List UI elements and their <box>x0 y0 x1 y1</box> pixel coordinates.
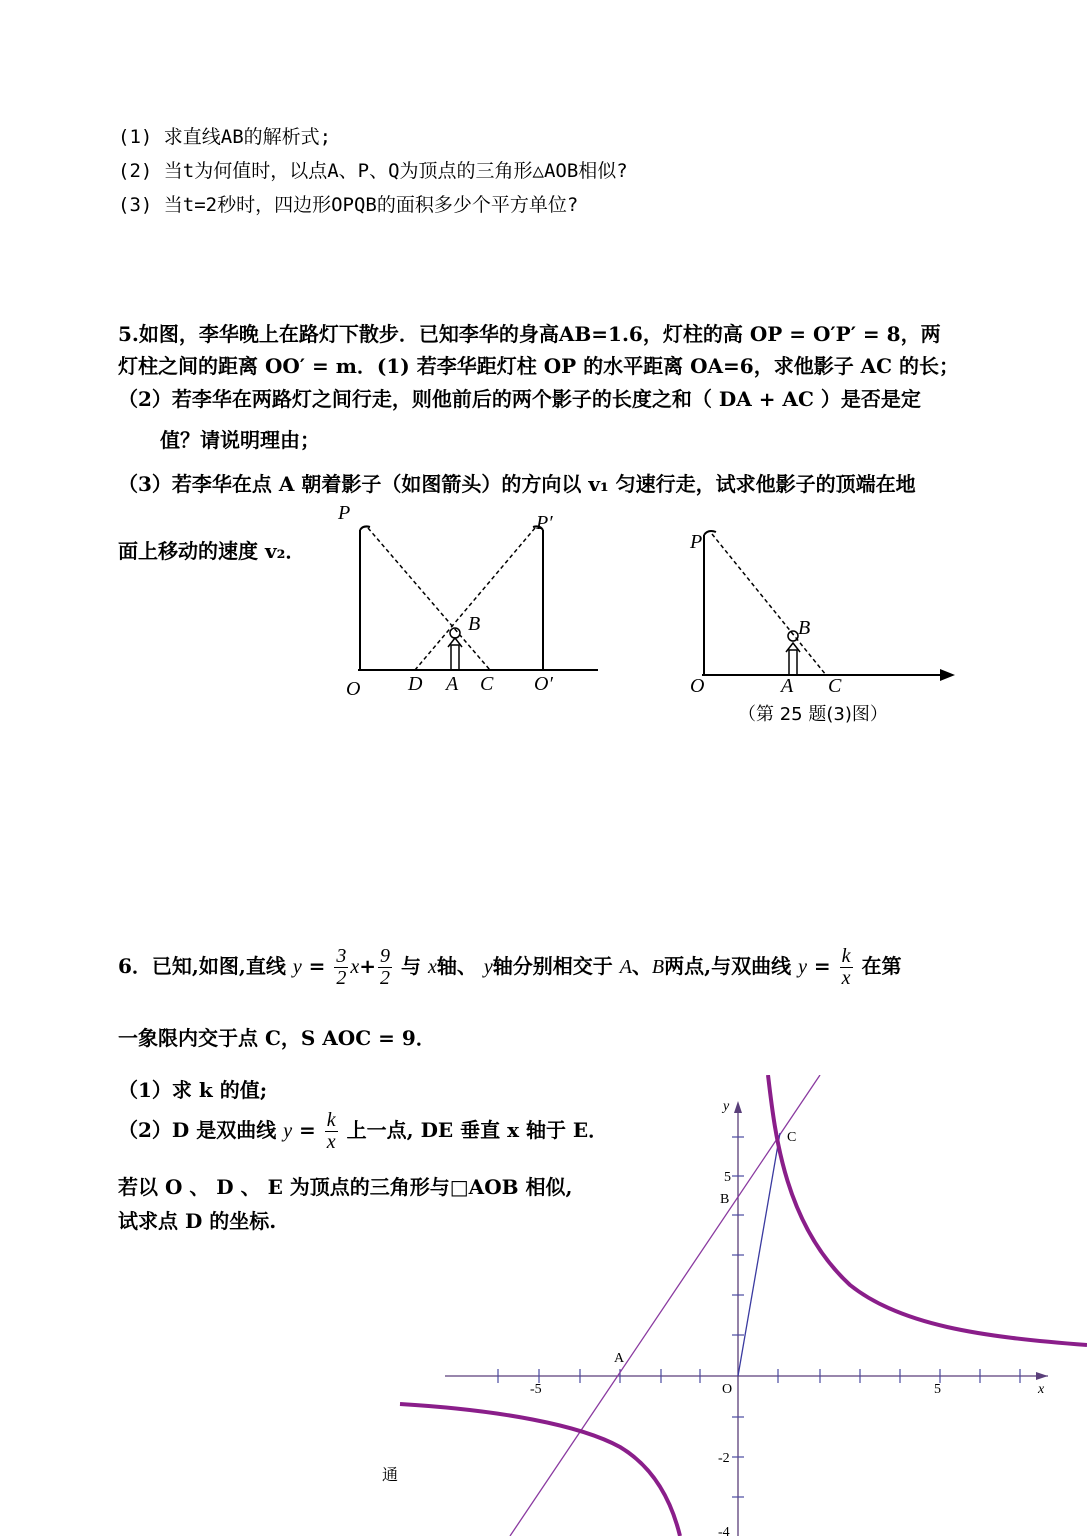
q6-line1: 6．已知,如图,直线 y = $\frac{3}{2}$ x+ $\frac{9}{2}$ 与 x轴、 y轴分别相交于 A、B两点,与双曲线 y = $\frac{k}{x}$ 在第 <box>118 945 902 989</box>
q6-part2-b: 上一点, DE 垂直 x 轴于 E． <box>346 1118 609 1142</box>
q6-line1-e: 两点,与双曲线 <box>664 954 792 978</box>
fig2-label-P: P <box>690 531 703 553</box>
graph-label-neg4: -4 <box>718 1525 730 1536</box>
fig1-label-C: C <box>480 673 494 695</box>
q6-part3: 若以 O 、 D 、 E 为顶点的三角形与□AOB 相似, <box>118 1175 573 1199</box>
fig1-label-P2: P′ <box>536 512 553 534</box>
fig1-label-D: D <box>408 673 423 695</box>
q5-line4: 值？请说明理由； <box>160 428 320 452</box>
graph-label-neg5: -5 <box>530 1382 542 1397</box>
fig2-label-O: O <box>690 675 705 697</box>
q4-part2: (2) 当t为何值时，以点A、P、Q为顶点的三角形△AOB相似? <box>118 160 628 182</box>
q4-part1: (1) 求直线AB的解析式; <box>118 126 332 148</box>
q6-line1-d: 轴分别相交于 <box>492 954 613 978</box>
q6-line1-a: 6．已知,如图,直线 <box>118 954 286 978</box>
graph-label-B: B <box>720 1192 730 1207</box>
q6-line1-b: 与 <box>401 954 422 978</box>
graph-label-x: x <box>1038 1382 1045 1397</box>
footer-char: 通 <box>382 1465 399 1484</box>
fig2-label-C: C <box>828 675 842 697</box>
fig1-label-O2: O′ <box>534 673 553 695</box>
graph-label-A: A <box>614 1351 625 1366</box>
fig2-label-A: A <box>781 675 794 697</box>
q5-line5: （3）若李华在点 A 朝着影子（如图箭头）的方向以 v₁ 匀速行走，试求他影子的顶端在地 <box>118 472 916 496</box>
q6-part2-a: （2）D 是双曲线 <box>118 1118 277 1142</box>
graph-label-five-x: 5 <box>934 1382 941 1397</box>
q5-line2: 灯柱之间的距离 OO′ = m．(1) 若李华距灯柱 OP 的水平距离 OA=6，求他影子 AC 的长； <box>118 354 960 378</box>
fig1-label-O: O <box>346 678 361 700</box>
q6-part2: （2）D 是双曲线 y = $\frac{k}{x}$ 上一点, DE 垂直 x 轴于 E． <box>118 1109 609 1153</box>
q6-part4: 试求点 D 的坐标. <box>118 1209 277 1233</box>
graph-label-five-y: 5 <box>724 1170 731 1185</box>
q5-line3: （2）若李华在两路灯之间行走，则他前后的两个影子的长度之和（ DA + AC ）是否是定 <box>118 387 921 411</box>
q6-part1: （1）求 k 的值; <box>118 1078 268 1102</box>
q5-figure-one-lamp <box>680 520 970 730</box>
graph-label-y: y <box>723 1099 730 1114</box>
q5-line6: 面上移动的速度 v₂． <box>118 539 306 563</box>
fig2-label-B: B <box>798 617 811 639</box>
q5-line1: 5.如图，李华晚上在路灯下散步．已知李华的身高AB=1.6，灯柱的高 OP = O′P′ = 8，两 <box>118 322 941 346</box>
fig1-label-P: P <box>338 505 351 524</box>
q6-line1-f: 在第 <box>861 954 902 978</box>
fig1-label-B: B <box>468 613 481 635</box>
graph-label-C: C <box>787 1130 797 1145</box>
q6-line2: 一象限内交于点 C，S AOC = 9． <box>118 1026 436 1050</box>
q5-figure-two-lamps <box>330 505 620 705</box>
graph-label-O: O <box>722 1382 733 1397</box>
fig1-label-A: A <box>446 673 459 695</box>
q6-graph <box>380 1075 1087 1536</box>
q6-line1-c: 轴、 <box>436 954 477 978</box>
graph-label-neg2: -2 <box>718 1451 730 1466</box>
q4-part3: (3) 当t=2秒时，四边形OPQB的面积多少个平方单位? <box>118 194 579 216</box>
fig2-caption: （第 25 题(3)图） <box>738 704 888 725</box>
